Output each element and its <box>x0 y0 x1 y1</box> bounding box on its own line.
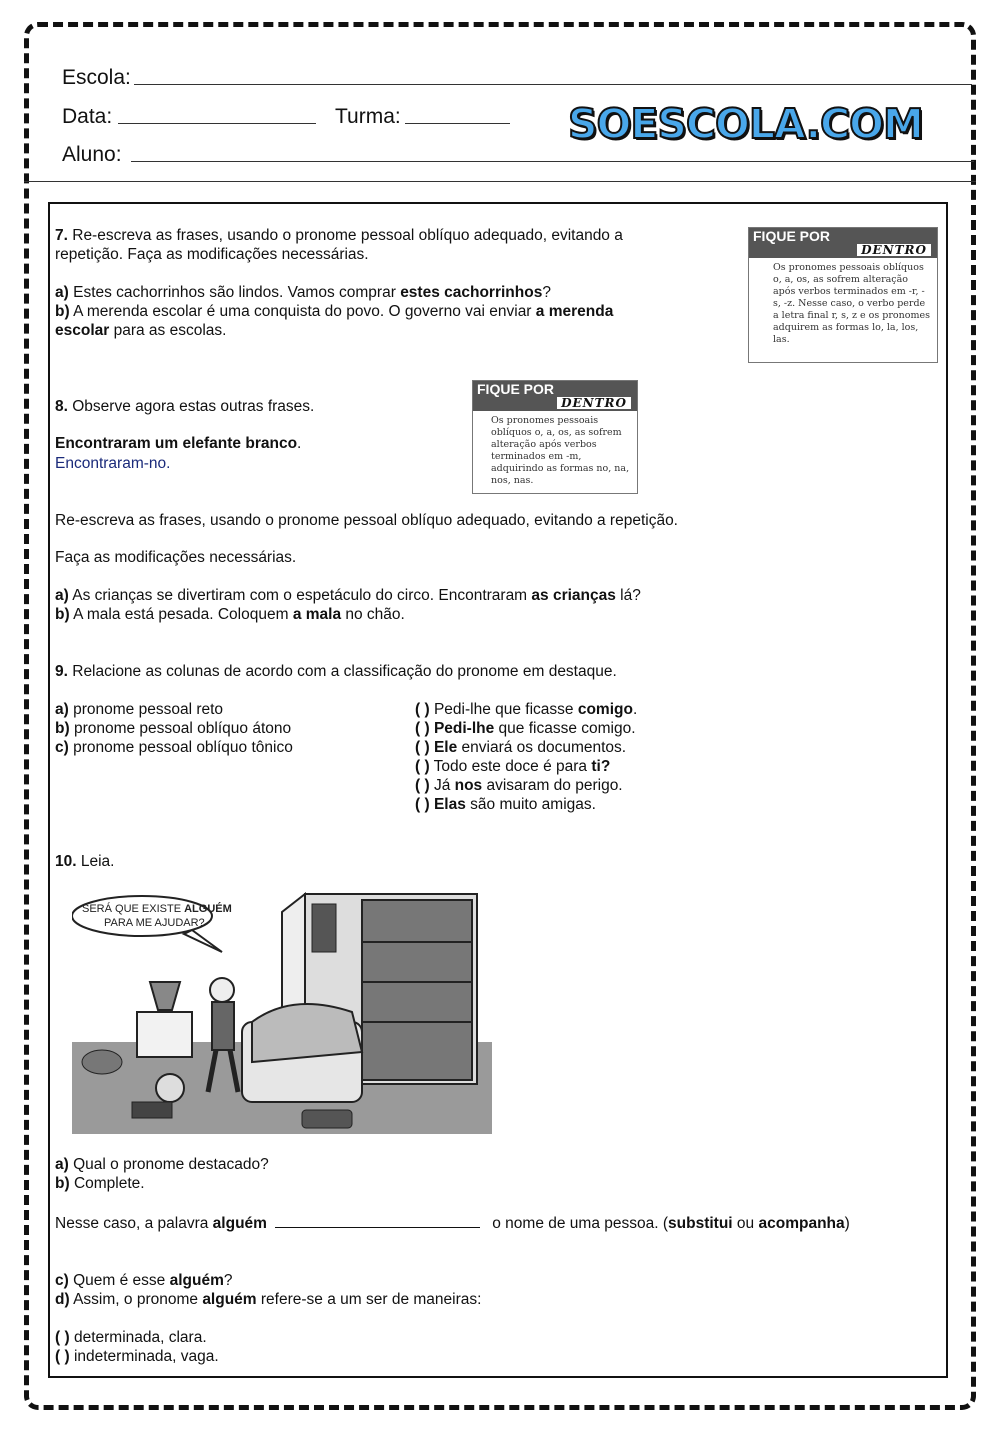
q7-item-b-line1: b) A merenda escolar é uma conquista do povo. O governo vai enviar a merenda <box>55 303 614 320</box>
q10-item-d: d) Assim, o pronome alguém refere-se a um ser de maneiras: <box>55 1291 482 1308</box>
header-separator <box>24 181 976 182</box>
q9-left-c: c) pronome pessoal oblíquo tônico <box>55 739 293 756</box>
q7-info-box-text: Os pronomes pessoais oblíquos o, a, os, as sofrem alteração após verbos terminados em -r, -s, -z. Nesse caso, o verbo perde a letra final r, s, z e os pronomes adquirem as formas lo, la, los, las. <box>773 262 930 345</box>
q8-instruction-1: Re-escreva as frases, usando o pronome pessoal oblíquo adequado, evitando a repetição. <box>55 512 678 529</box>
bed-sheets <box>252 1004 362 1062</box>
q8-example-1: Encontraram um elefante branco. <box>55 435 302 452</box>
bubble-line1: SERÁ QUE EXISTE ALGUÉM <box>82 903 232 915</box>
turma-label: Turma: <box>335 105 401 128</box>
q10-complete-sentence: Nesse caso, a palavra alguém o nome de uma pessoa. (substitui ou acompanha) <box>55 1215 850 1232</box>
q8-title: 8. Observe agora estas outras frases. <box>55 398 315 415</box>
messy-room-illustration <box>72 892 492 1144</box>
wardrobe-interior <box>362 900 472 1080</box>
data-label: Data: <box>62 105 113 128</box>
bubble-line2: PARA ME AJUDAR? <box>104 917 205 929</box>
q7-info-box-header: FIQUE POR DENTRO <box>749 228 937 258</box>
q10-item-c: c) Quem é esse alguém? <box>55 1272 233 1289</box>
q9-title: 9. Relacione as colunas de acordo com a classificação do pronome em destaque. <box>55 663 617 680</box>
q9-right-3[interactable]: ( ) Ele enviará os documentos. <box>415 739 627 756</box>
q9-left-a: a) pronome pessoal reto <box>55 701 224 718</box>
q9-right-6[interactable]: ( ) Elas são muito amigas. <box>415 796 596 813</box>
bag <box>82 1050 122 1074</box>
complete-blank[interactable] <box>275 1227 480 1228</box>
turma-line[interactable] <box>405 123 510 124</box>
q9-right-1[interactable]: ( ) Pedi-lhe que ficasse comigo. <box>415 701 638 718</box>
boy-head <box>210 978 234 1002</box>
ball <box>156 1074 184 1102</box>
aluno-line[interactable] <box>131 161 974 162</box>
q10-item-a: a) Qual o pronome destacado? <box>55 1156 269 1173</box>
q10-title: 10. Leia. <box>55 853 115 870</box>
q8-info-box <box>472 380 638 494</box>
worksheet-content <box>48 202 948 1378</box>
q8-example-2: Encontraram-no. <box>55 455 171 472</box>
q9-right-2[interactable]: ( ) Pedi-lhe que ficasse comigo. <box>415 720 636 737</box>
site-logo: SOESCOLA.COM <box>568 100 923 148</box>
nightstand <box>137 1012 192 1057</box>
data-line[interactable] <box>118 123 316 124</box>
q8-item-a: a) As crianças se divertiram com o espetáculo do circo. Encontraram as crianças lá? <box>55 587 641 604</box>
boy-body <box>212 1002 234 1050</box>
q9-right-5[interactable]: ( ) Já nos avisaram do perigo. <box>415 777 623 794</box>
q7-title-line2: repetição. Faça as modificações necessárias. <box>55 246 369 263</box>
escola-label: Escola: <box>62 66 131 89</box>
q9-right-4[interactable]: ( ) Todo este doce é para ti? <box>415 758 611 775</box>
hanging-cloth <box>312 904 336 952</box>
q9-left-b: b) pronome pessoal oblíquo átono <box>55 720 292 737</box>
q8-instruction-2: Faça as modificações necessárias. <box>55 549 297 566</box>
q8-info-box-header: FIQUE POR DENTRO <box>473 381 637 411</box>
q10-option-1[interactable]: ( ) determinada, clara. <box>55 1329 207 1346</box>
q7-item-b-line2: escolar para as escolas. <box>55 322 227 339</box>
q10-option-2[interactable]: ( ) indeterminada, vaga. <box>55 1348 219 1365</box>
aluno-label: Aluno: <box>62 143 122 166</box>
books-on-floor <box>132 1102 172 1118</box>
radio <box>302 1110 352 1128</box>
escola-line[interactable] <box>134 84 972 85</box>
q7-info-box <box>748 227 938 363</box>
q8-info-box-text: Os pronomes pessoais oblíquos o, a, os, as sofrem alteração após verbos terminados em -m, adquirindo as formas no, na, nos, nas. <box>491 415 630 486</box>
q7-item-a: a) Estes cachorrinhos são lindos. Vamos comprar estes cachorrinhos? <box>55 284 551 301</box>
q7-title-line1: 7. Re-escreva as frases, usando o pronome pessoal oblíquo adequado, evitando a <box>55 227 623 244</box>
q8-item-b: b) A mala está pesada. Coloquem a mala no chão. <box>55 606 405 623</box>
q10-item-b: b) Complete. <box>55 1175 145 1192</box>
